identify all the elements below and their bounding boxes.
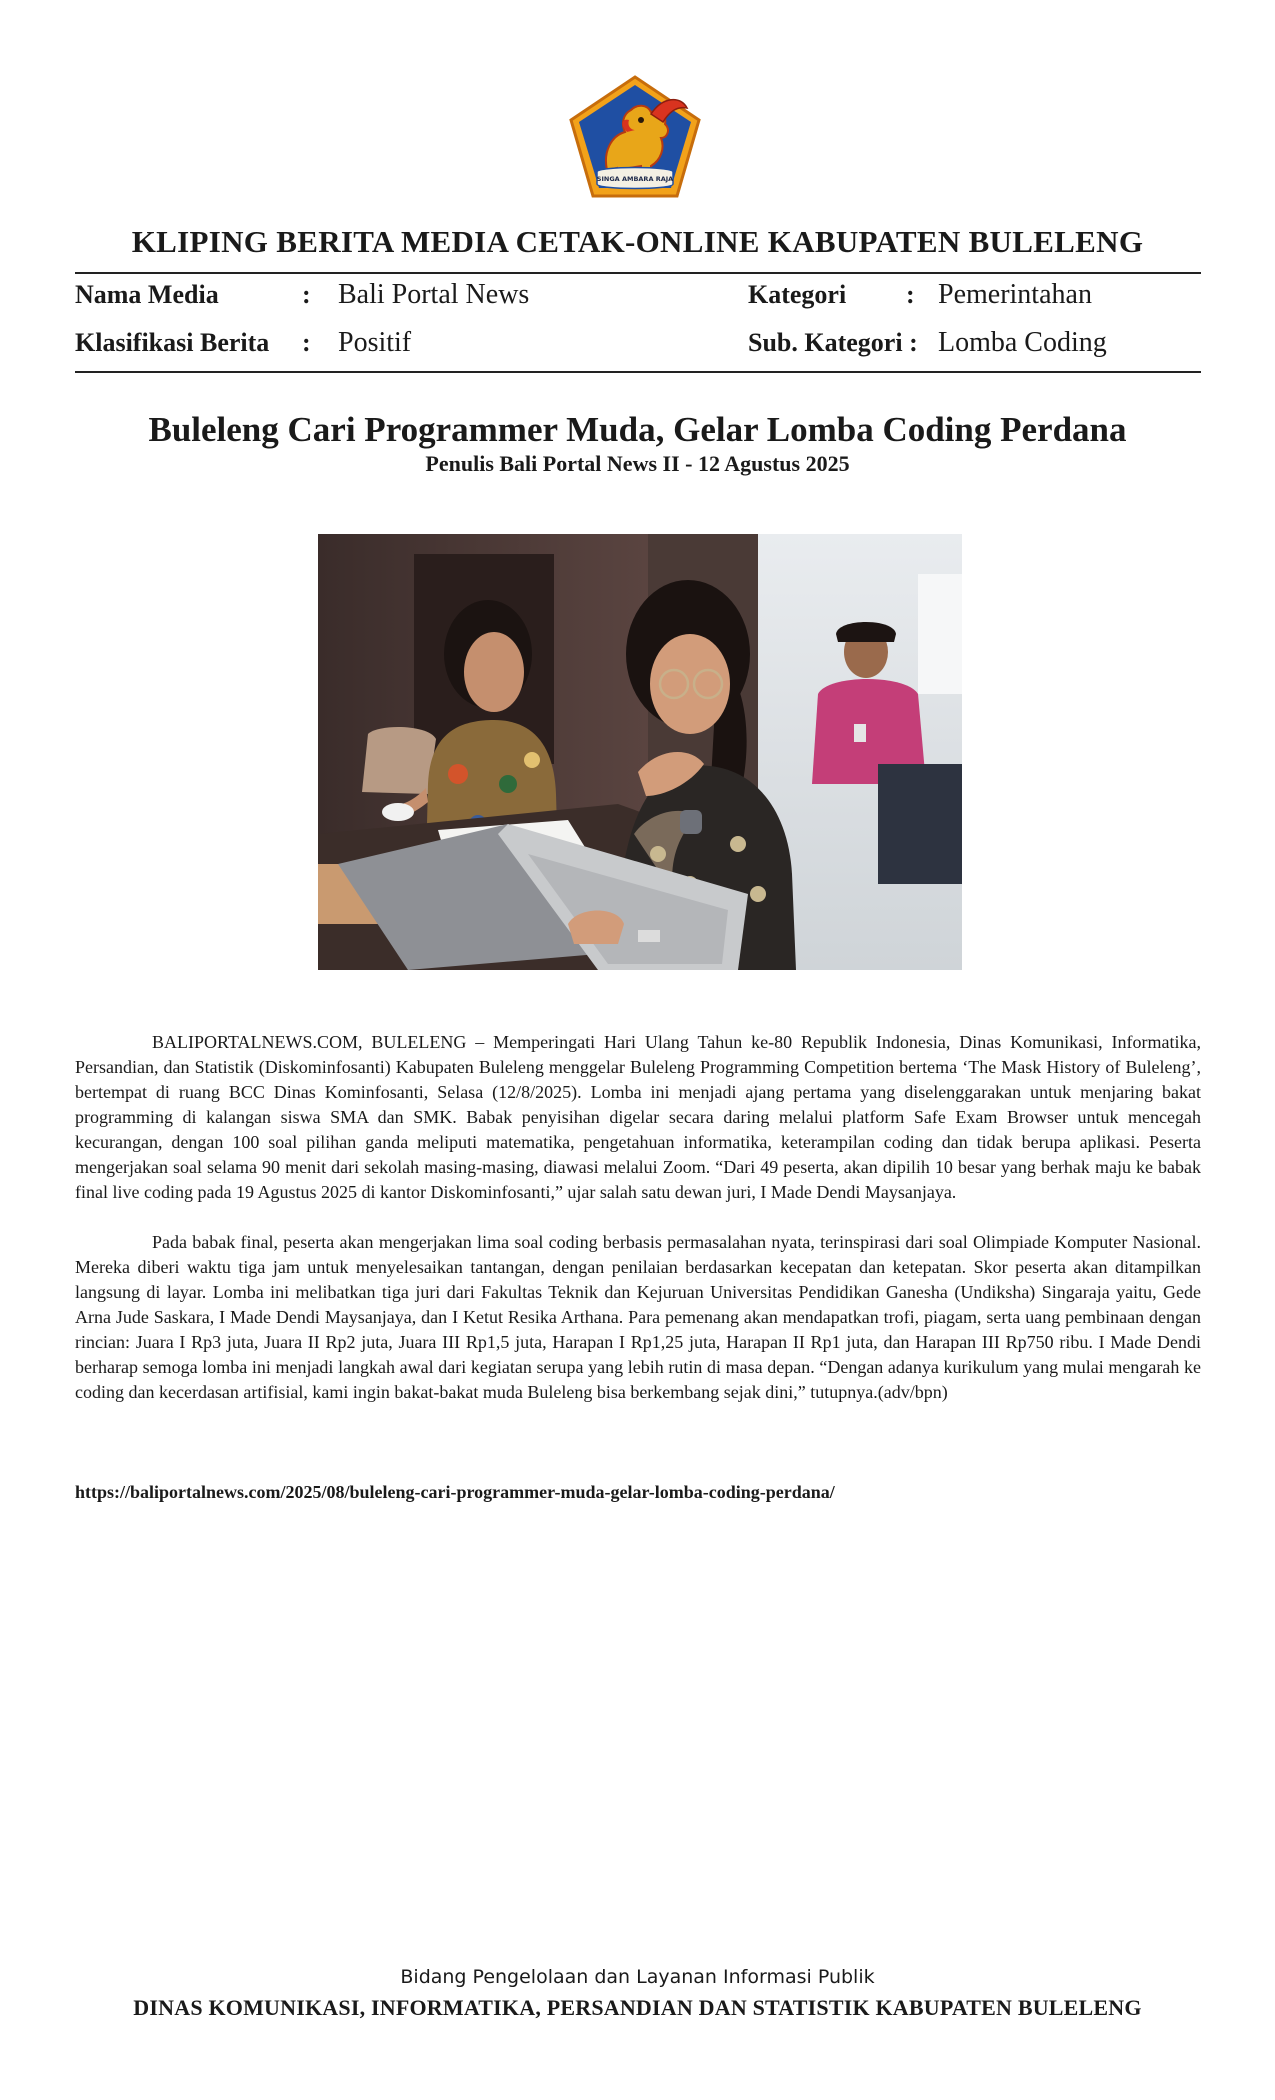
classification-label: Klasifikasi Berita	[75, 328, 270, 357]
article-headline: Buleleng Cari Programmer Muda, Gelar Lomba Coding Perdana	[148, 410, 1127, 449]
media-colon: :	[302, 280, 311, 309]
footer-agency-name: DINAS KOMUNIKASI, INFORMATIKA, PERSANDIAN DAN STATISTIK KABUPATEN BULELENG	[133, 1995, 1142, 2020]
buleleng-emblem-logo	[567, 74, 703, 200]
category-value: Pemerintahan	[938, 279, 1092, 310]
subcategory-value: Lomba Coding	[938, 327, 1107, 358]
logo-motto: SINGA AMBARA RAJA	[596, 175, 674, 183]
header-divider-bottom	[75, 371, 1201, 373]
article-paragraph: BALIPORTALNEWS.COM, BULELENG – Memperingati Hari Ulang Tahun ke-80 Republik Indonesia, Dinas Komunikasi, Informatika, Persandian, dan Statistik (Diskominfosanti) Kabupaten Buleleng menggelar Buleleng Programming Competition bertema ‘The Mask History of Buleleng’, bertempat di ruang BCC Dinas Kominfosanti, Selasa (12/8/2025). Lomba ini menjadi ajang pertama yang diselenggarakan untuk menjaring bakat programming di kalangan siswa SMA dan SMK. Babak penyisihan digelar secara daring melalui platform Safe Exam Browser untuk mencegah kecurangan, dengan 100 soal pilihan ganda meliputi matematika, pengetahuan informatika, keterampilan coding dan tidak berupa aplikasi. Peserta mengerjakan soal selama 90 menit dari sekolah masing-masing, diawasi melalui Zoom. “Dari 49 peserta, akan dipilih 10 besar yang berhak maju ke babak final live coding pada 19 Agustus 2025 di kantor Diskominfosanti,” ujar salah satu dewan juri, I Made Dendi Maysanjaya.	[75, 1032, 1201, 1202]
article-byline: Penulis Bali Portal News II - 12 Agustus 2025	[425, 451, 850, 476]
classification-value: Positif	[338, 327, 412, 358]
classification-colon: :	[302, 328, 311, 357]
category-colon: :	[906, 280, 915, 309]
media-label: Nama Media	[75, 280, 219, 309]
category-label: Kategori	[748, 280, 847, 309]
clipping-title: KLIPING BERITA MEDIA CETAK-ONLINE KABUPATEN BULELENG	[131, 224, 1144, 259]
subcategory-label: Sub. Kategori :	[748, 328, 918, 357]
header-divider-top	[75, 272, 1201, 274]
media-value: Bali Portal News	[338, 279, 530, 310]
source-url-link[interactable]: https://baliportalnews.com/2025/08/buleleng-cari-programmer-muda-gelar-lomba-coding-perdana/	[75, 1482, 835, 1502]
article-paragraph: Pada babak final, peserta akan mengerjakan lima soal coding berbasis permasalahan nyata, terinspirasi dari soal Olimpiade Komputer Nasional. Mereka diberi waktu tiga jam untuk menyelesaikan tantangan, dengan penilaian berdasarkan kecepatan dan ketepatan. Skor peserta akan ditampilkan langsung di layar. Lomba ini melibatkan tiga juri dari Fakultas Teknik dan Kejuruan Universitas Pendidikan Ganesha (Undiksha) Singaraja yaitu, Gede Arna Jude Saskara, I Made Dendi Maysanjaya, dan I Ketut Resika Arthana. Para pemenang akan mendapatkan trofi, piagam, serta uang pembinaan dengan rincian: Juara I Rp3 juta, Juara II Rp2 juta, Juara III Rp1,5 juta, Harapan I Rp1,25 juta, Harapan II Rp1 juta, dan Harapan III Rp750 ribu. I Made Dendi berharap semoga lomba ini menjadi langkah awal dari kegiatan serupa yang lebih rutin di masa depan. “Dengan adanya kurikulum yang mulai mengarah ke coding dan kecerdasan artifisial, kami ingin bakat-bakat muda Buleleng bisa berkembang sejak dini,” tutupnya.(adv/bpn)	[75, 1232, 1201, 1402]
article-body	[75, 1030, 1201, 1430]
article-photo	[318, 534, 962, 970]
footer-unit-name: Bidang Pengelolaan dan Layanan Informasi Publik	[400, 1966, 875, 1988]
